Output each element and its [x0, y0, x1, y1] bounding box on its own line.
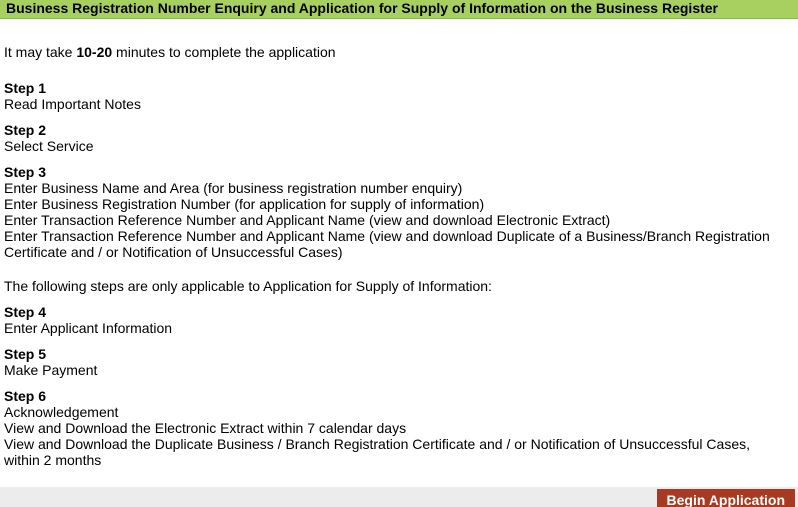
step-line: Enter Applicant Information [4, 320, 173, 336]
intro-text [4, 44, 784, 60]
step-3 [4, 164, 784, 260]
intro-duration: 10-20 [76, 44, 113, 60]
step-4 [4, 304, 784, 336]
page-header [0, 0, 798, 19]
step-line: Enter Transaction Reference Number and Applicant Name (view and download Duplicate of a Business/Branch Registration Certificate and / or Notification of Unsuccessful Cases) [4, 228, 770, 260]
step-line: View and Download the Electronic Extract within 7 calendar days [4, 420, 407, 436]
step-line: View and Download the Duplicate Business / Branch Registration Certificate and / or Notification of Unsuccessful Cases, within 2 months [4, 436, 751, 468]
step-line: Enter Business Name and Area (for business registration number enquiry) [4, 180, 463, 196]
step-6 [4, 388, 784, 468]
step-title: Step 2 [4, 122, 47, 138]
instructions-content [4, 44, 784, 478]
step-title: Step 3 [4, 164, 47, 180]
step-title: Step 4 [4, 304, 47, 320]
step-title: Step 6 [4, 388, 47, 404]
step-line: Select Service [4, 138, 94, 154]
page-title: Business Registration Number Enquiry and Application for Supply of Information on the Business Register [6, 0, 719, 16]
step-1 [4, 80, 784, 112]
step-line: Enter Transaction Reference Number and Applicant Name (view and download Electronic Extract) [4, 212, 611, 228]
step-title: Step 1 [4, 80, 47, 96]
step-title: Step 5 [4, 346, 47, 362]
intro-suffix: minutes to complete the application [112, 44, 336, 60]
step-2 [4, 122, 784, 154]
step-line: Make Payment [4, 362, 98, 378]
step-line: Acknowledgement [4, 404, 119, 420]
begin-application-button[interactable]: Begin Application [657, 489, 795, 507]
intro-prefix: It may take [4, 44, 77, 60]
step-line: Enter Business Registration Number (for application for supply of information) [4, 196, 485, 212]
step-line: Read Important Notes [4, 96, 141, 112]
step-5 [4, 346, 784, 378]
supply-info-note: The following steps are only applicable to Application for Supply of Information: [4, 278, 492, 294]
